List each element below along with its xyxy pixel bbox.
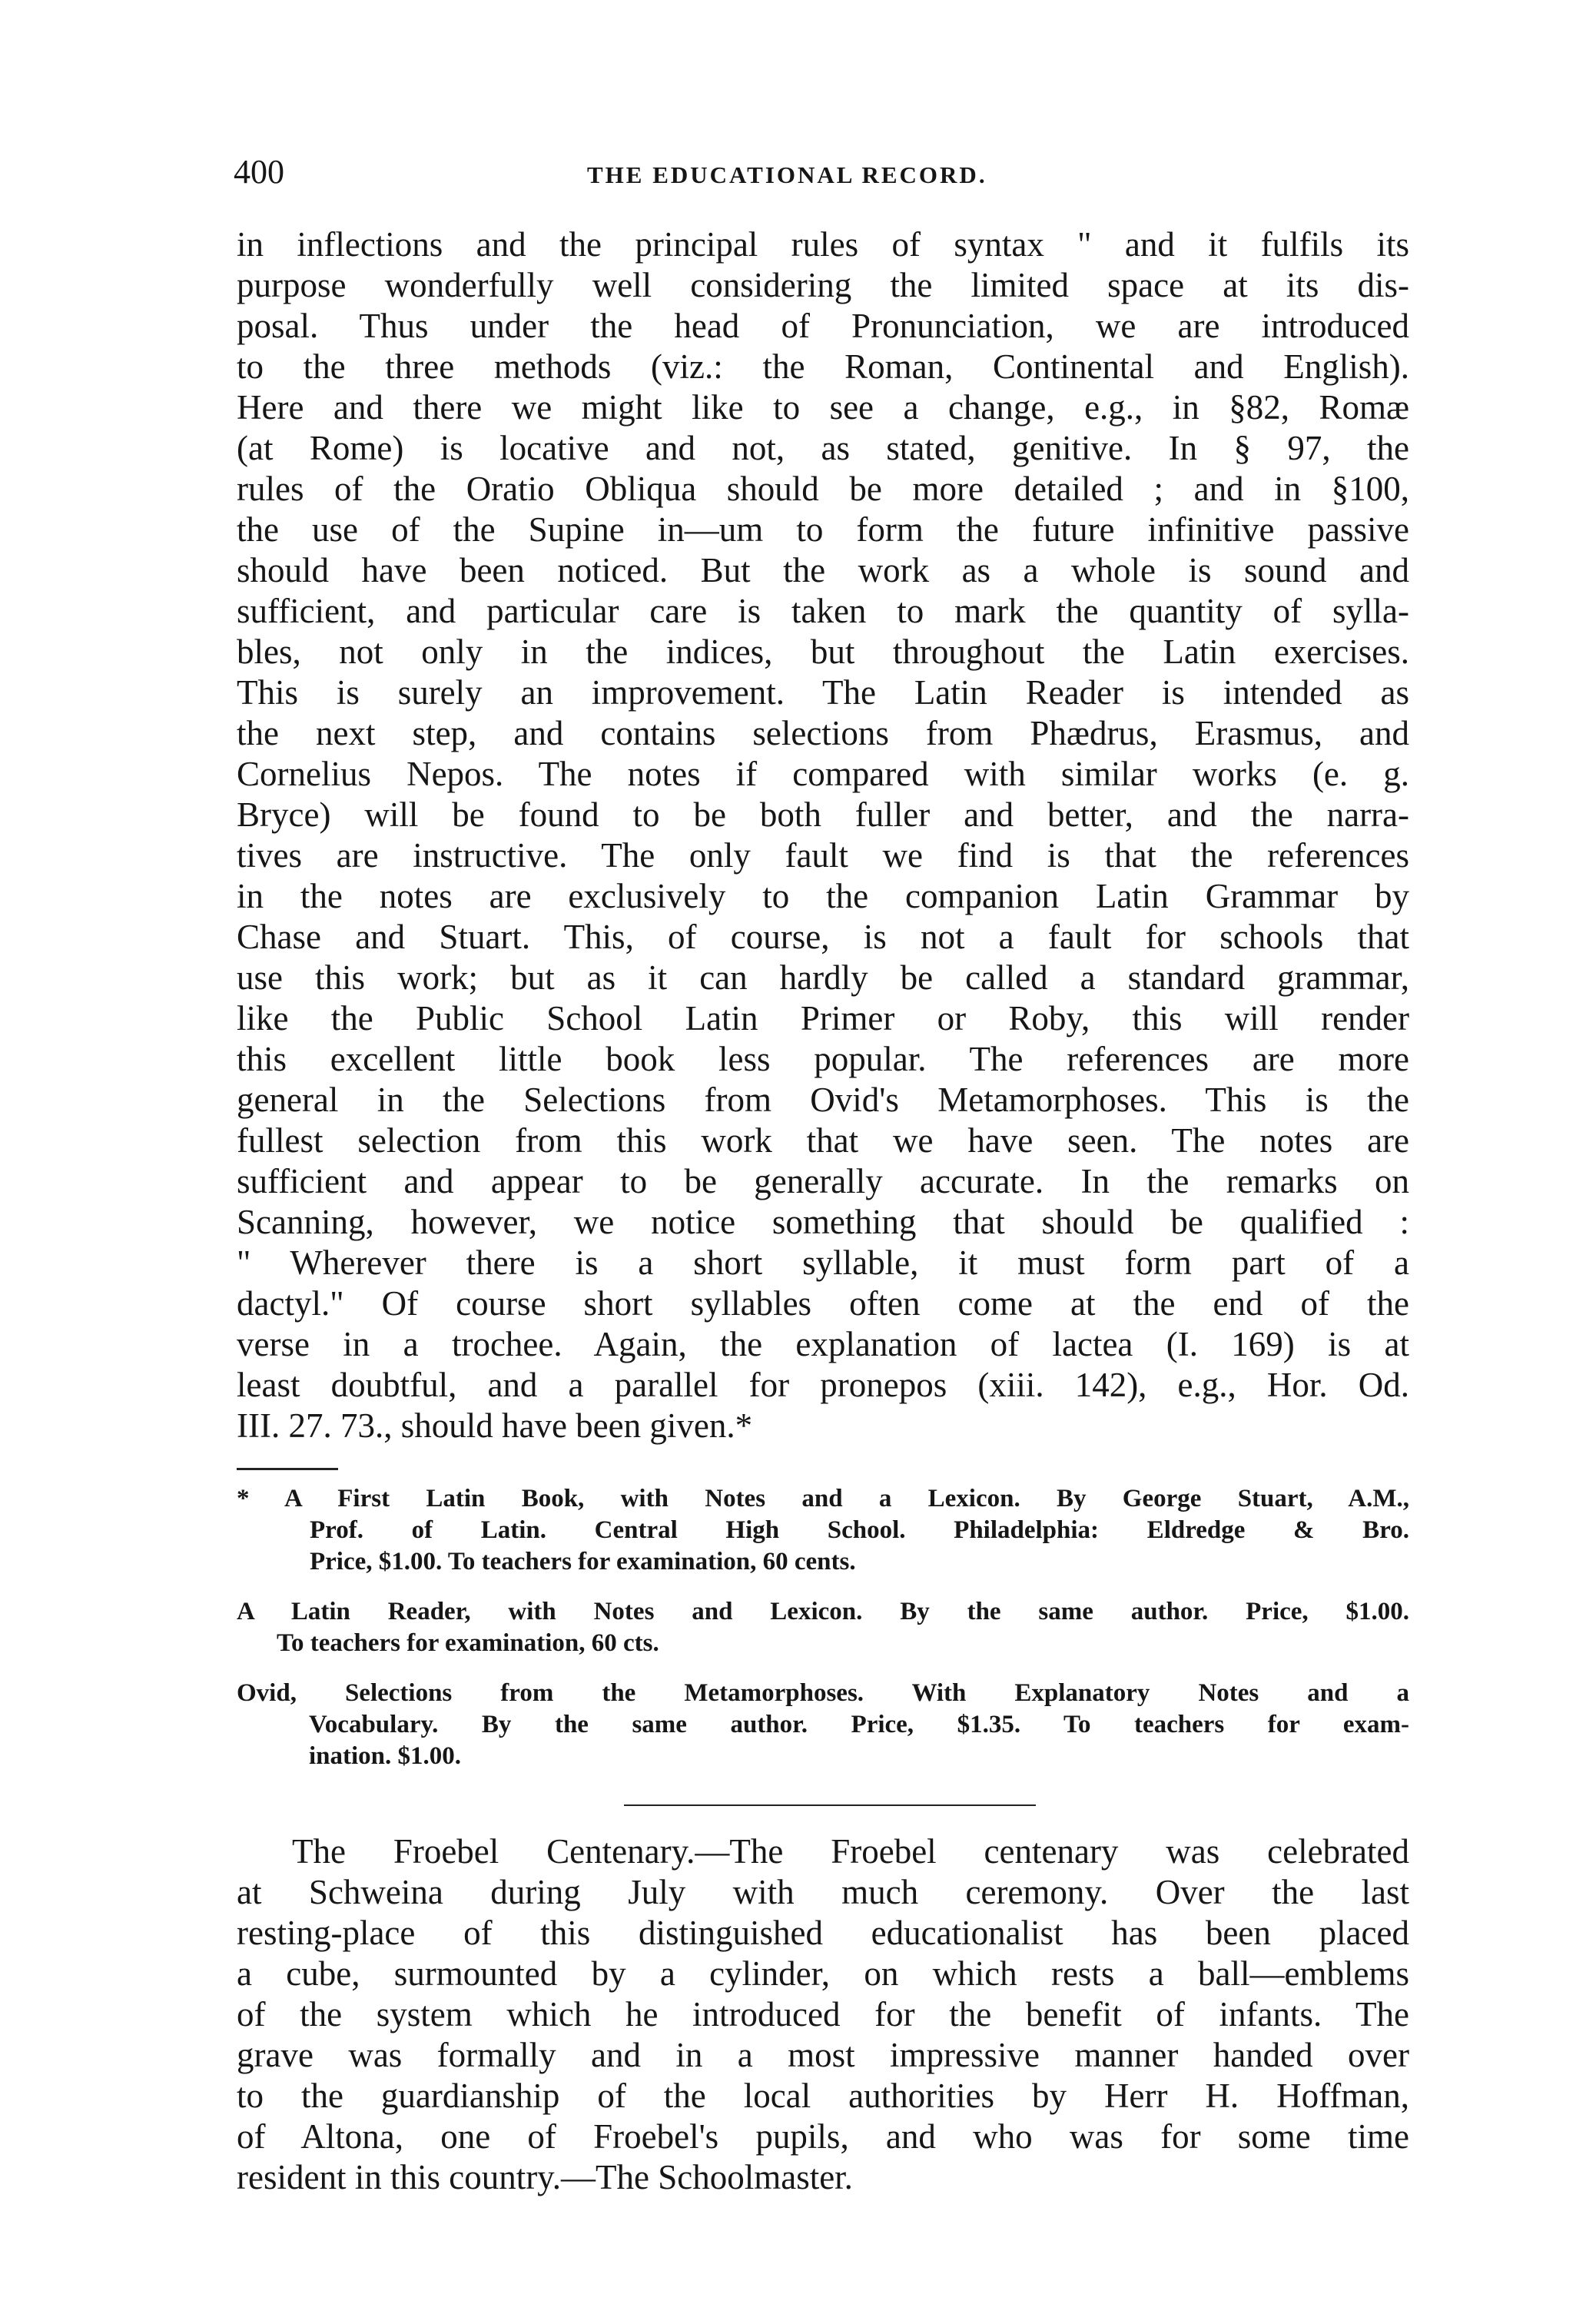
text-line: resting-place of this distinguished educationalist has been placed xyxy=(237,1914,1409,1952)
text-line: Bryce) will be found to be both fuller and better, and the narra- xyxy=(237,795,1409,834)
text-line: Scanning, however, we notice something that should be qualified : xyxy=(237,1203,1409,1241)
text-line: general in the Selections from Ovid's Metamorphoses. This is the xyxy=(237,1081,1409,1119)
text-line: should have been noticed. But the work as a whole is sound and xyxy=(237,551,1409,589)
text-line: purpose wonderfully well considering the limited space at its dis- xyxy=(237,266,1409,304)
text-line: III. 27. 73., should have been given.* xyxy=(237,1406,753,1445)
review-paragraph xyxy=(237,224,1409,1446)
footnote-line: Ovid, Selections from the Metamorphoses. With Explanatory Notes and a xyxy=(237,1679,1409,1707)
text-line: fullest selection from this work that we have seen. The notes are xyxy=(237,1121,1409,1160)
text-line: sufficient, and particular care is taken to mark the quantity of sylla- xyxy=(237,592,1409,630)
text-line: rules of the Oratio Obliqua should be more detailed ; and in §100, xyxy=(237,470,1409,508)
running-title: THE EDUCATIONAL RECORD. xyxy=(587,161,987,188)
text-line: The Froebel Centenary.—The Froebel centenary was celebrated xyxy=(292,1832,1409,1871)
text-line: at Schweina during July with much ceremony. Over the last xyxy=(237,1873,1409,1911)
footnote xyxy=(237,1678,1409,1772)
text-line: verse in a trochee. Again, the explanation of lactea (I. 169) is at xyxy=(237,1325,1409,1363)
text-line: to the guardianship of the local authorities by Herr H. Hoffman, xyxy=(237,2077,1409,2115)
text-line: this excellent little book less popular. The references are more xyxy=(237,1040,1409,1078)
text-line: the next step, and contains selections from Phædrus, Erasmus, and xyxy=(237,714,1409,752)
footnote-rule xyxy=(237,1468,338,1470)
text-line: resident in this country.—The Schoolmaster. xyxy=(237,2158,853,2196)
footnote-line: Prof. of Latin. Central High School. Philadelphia: Eldredge & Bro. xyxy=(310,1516,1409,1544)
text-line: Chase and Stuart. This, of course, is not a fault for schools that xyxy=(237,918,1409,956)
text-line: a cube, surmounted by a cylinder, on which rests a ball—emblems xyxy=(237,1954,1409,1993)
text-line: grave was formally and in a most impressive manner handed over xyxy=(237,2036,1409,2074)
text-line: Here and there we might like to see a change, e.g., in §82, Romæ xyxy=(237,388,1409,427)
section-divider xyxy=(624,1804,1036,1806)
text-line: like the Public School Latin Primer or Roby, this will render xyxy=(237,999,1409,1038)
text-line: This is surely an improvement. The Latin Reader is intended as xyxy=(237,673,1409,712)
footnotes xyxy=(237,1483,1409,1791)
text-line: of the system which he introduced for the benefit of infants. The xyxy=(237,1995,1409,2034)
text-line: use this work; but as it can hardly be called a standard grammar, xyxy=(237,958,1409,997)
footnote xyxy=(237,1483,1409,1578)
text-line: in the notes are exclusively to the companion Latin Grammar by xyxy=(237,877,1409,915)
text-line: to the three methods (viz.: the Roman, Continental and English). xyxy=(237,347,1409,386)
footnote-line: Price, $1.00. To teachers for examination, 60 cents. xyxy=(310,1548,856,1575)
text-line: least doubtful, and a parallel for pronepos (xiii. 142), e.g., Hor. Od. xyxy=(237,1366,1409,1404)
footnote-line: Vocabulary. By the same author. Price, $1.35. To teachers for exam- xyxy=(309,1711,1409,1738)
text-line: bles, not only in the indices, but throughout the Latin exercises. xyxy=(237,632,1409,671)
text-line: Cornelius Nepos. The notes if compared with similar works (e. g. xyxy=(237,755,1409,793)
footnote-line: * A First Latin Book, with Notes and a Lexicon. By George Stuart, A.M., xyxy=(237,1485,1409,1512)
froebel-paragraph xyxy=(237,1831,1409,2198)
page-number: 400 xyxy=(234,153,284,191)
footnote-line: A Latin Reader, with Notes and Lexicon. By the same author. Price, $1.00. xyxy=(237,1598,1409,1625)
text-line: posal. Thus under the head of Pronunciation, we are introduced xyxy=(237,307,1409,345)
text-line: of Altona, one of Froebel's pupils, and who was for some time xyxy=(237,2117,1409,2156)
page-header xyxy=(234,151,1402,197)
footnote-line: ination. $1.00. xyxy=(309,1742,462,1770)
text-line: " Wherever there is a short syllable, it must form part of a xyxy=(237,1243,1409,1282)
footnote xyxy=(237,1596,1409,1659)
text-line: the use of the Supine in—um to form the future infinitive passive xyxy=(237,510,1409,549)
text-line: in inflections and the principal rules of syntax " and it fulfils its xyxy=(237,225,1409,264)
text-line: (at Rome) is locative and not, as stated, genitive. In § 97, the xyxy=(237,429,1409,467)
text-line: tives are instructive. The only fault we find is that the references xyxy=(237,836,1409,875)
text-line: sufficient and appear to be generally accurate. In the remarks on xyxy=(237,1162,1409,1200)
footnote-line: To teachers for examination, 60 cts. xyxy=(277,1629,659,1657)
text-line: dactyl." Of course short syllables often come at the end of the xyxy=(237,1284,1409,1323)
